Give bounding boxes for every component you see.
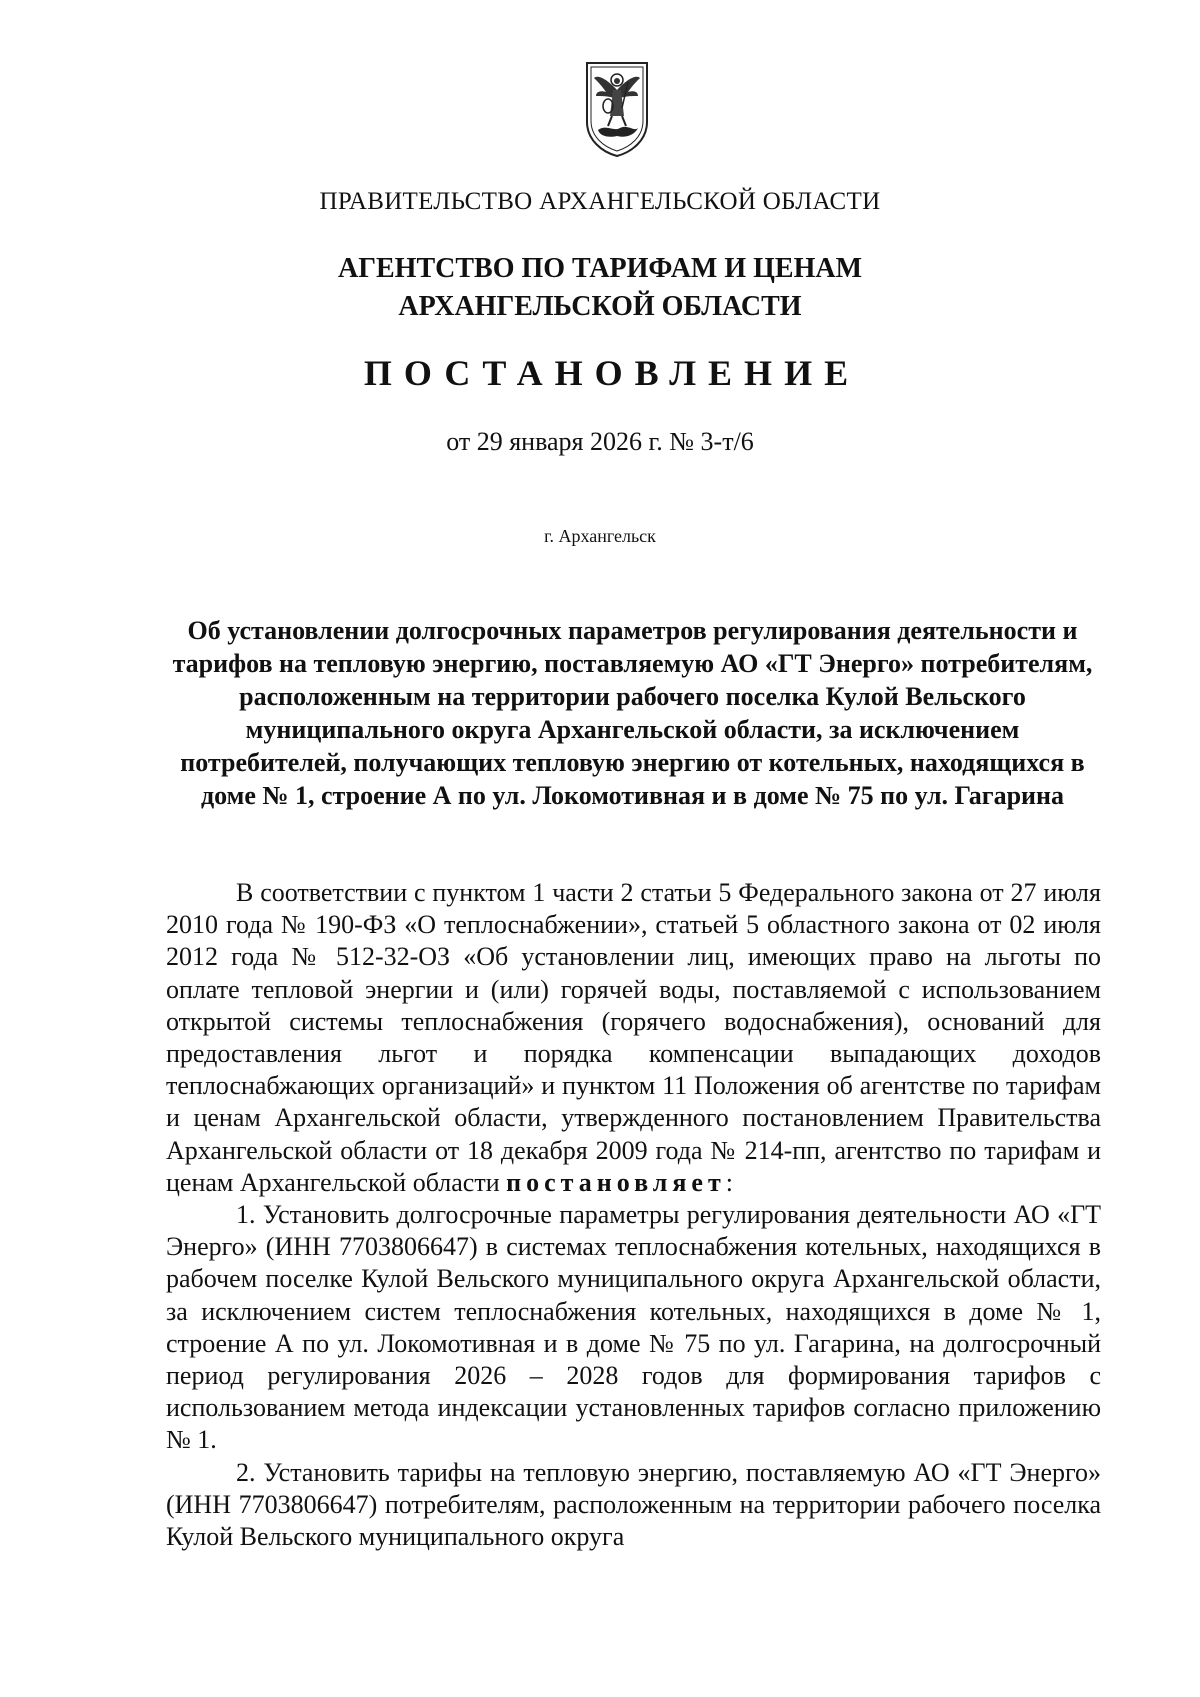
item-1-paragraph: 1. Установить долгосрочные параметры регулирования деятельности АО «ГТ Энерго» (ИНН 7703806647) в системах теплоснабжения котельных, находящихся в рабочем поселке Кулой Вельского муниципального округа Архангельской области, за исключением систем теплоснабжения котельных, находящихся в доме № 1, строение А по ул. Локомотивная и в доме № 75 по ул. Гагарина, на долгосрочный период регулирования 2026 – 2028 годов для формирования тарифов с использованием метода индексации установленных тарифов согласно приложению № 1.	[166, 1200, 1101, 1455]
document-city: г. Архангельск	[544, 526, 656, 546]
document-type: ПОСТАНОВЛЕНИЕ	[363, 353, 861, 393]
agency-name-line2: АРХАНГЕЛЬСКОЙ ОБЛАСТИ	[398, 291, 802, 322]
agency-name	[0, 250, 1200, 326]
decides-word: постановляет	[506, 1167, 726, 1197]
item-2-paragraph: 2. Установить тарифы на тепловую энергию, поставляемую АО «ГТ Энерго» (ИНН 7703806647) потребителям, расположенным на территории рабочего поселка Кулой Вельского муниципального округа	[166, 1457, 1101, 1552]
document-body	[166, 877, 1101, 1553]
coat-of-arms-icon	[584, 60, 650, 158]
preamble-text: В соответствии с пунктом 1 части 2 статьи 5 Федерального закона от 27 июля 2010 года № 190-ФЗ «О теплоснабжении», статьей 5 областного закона от 02 июля 2012 года № 512-32-ОЗ «Об установлении лиц, имеющих право на льготы по оплате тепловой энергии и (или) горячей воды, поставляемой с использованием открытой системы теплоснабжения (горячего водоснабжения), оснований для предоставления льгот и порядка компенсации выпадающих доходов теплоснабжающих организаций» и пунктом 11 Положения об агентстве по тарифам и ценам Архангельской области, утвержденного постановлением Правительства Архангельской области от 18 декабря 2009 года № 214-пп, агентство по тарифам и ценам Архангельской области	[166, 878, 1101, 1197]
decides-colon: :	[725, 1167, 733, 1197]
document-date-number: от 29 января 2026 г. № 3-т/6	[446, 427, 754, 456]
government-name: ПРАВИТЕЛЬСТВО АРХАНГЕЛЬСКОЙ ОБЛАСТИ	[319, 188, 881, 215]
preamble-paragraph	[166, 877, 1101, 1199]
document-subject: Об установлении долгосрочных параметров регулирования деятельности и тарифов на тепловую энергию, поставляемую АО «ГТ Энерго» потребителям, расположенным на территории рабочего поселка Кулой Вельского муниципального округа Архангельской области, за исключением потребителей, получающих тепловую энергию от котельных, находящихся в доме № 1, строение А по ул. Локомотивная и в доме № 75 по ул. Гагарина	[172, 616, 1093, 810]
agency-name-line1: АГЕНТСТВО ПО ТАРИФАМ И ЦЕНАМ	[337, 253, 863, 284]
